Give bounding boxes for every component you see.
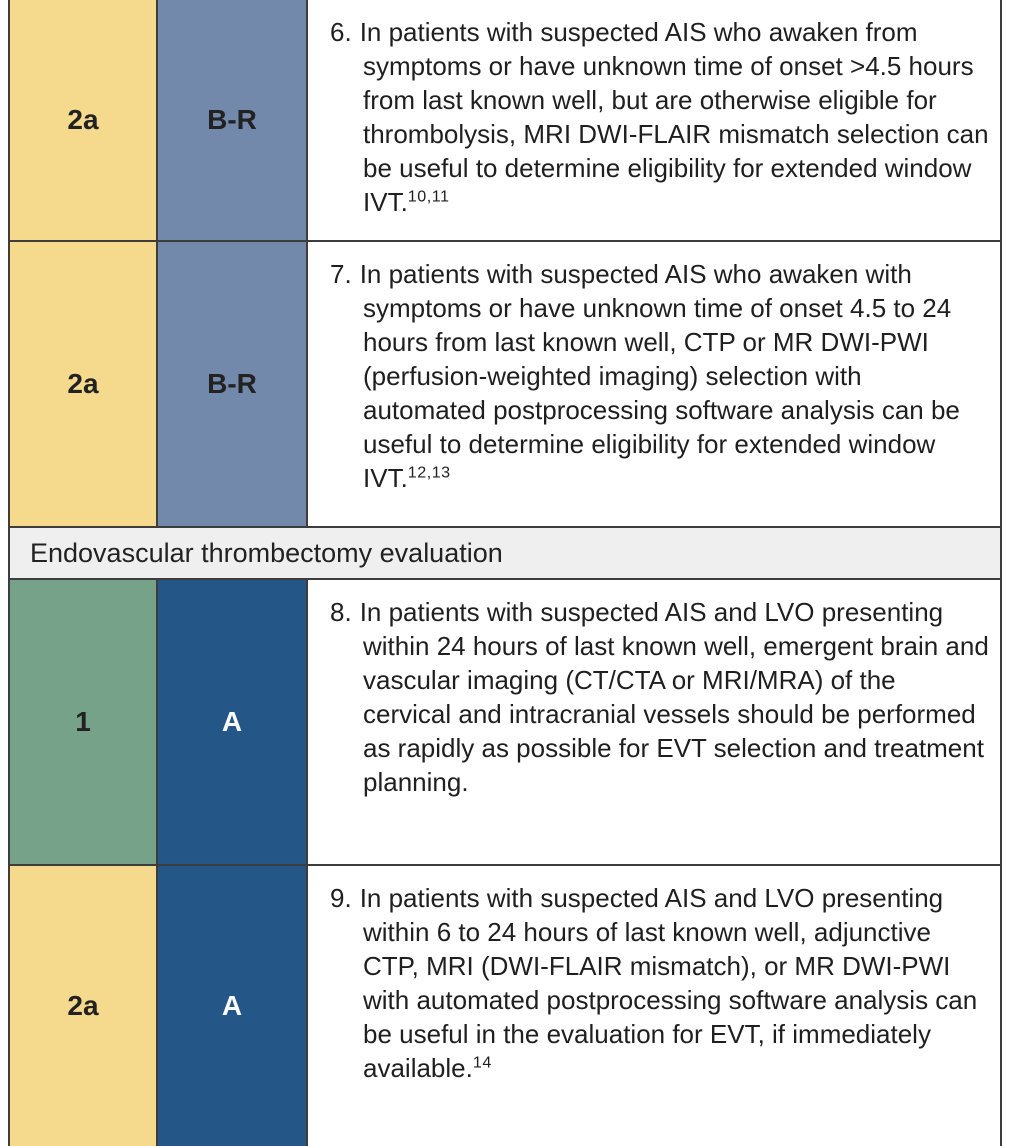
recommendation-text-cell (308, 580, 1000, 864)
recommendation-text-cell (308, 866, 1000, 1146)
recommendation-row-9 (10, 866, 1000, 1146)
recommendation-text (330, 15, 990, 219)
loe-badge: B-R (158, 242, 308, 526)
recommendation-body: In patients with suspected AIS and LVO presenting within 6 to 24 hours of last known well, adjunctive CTP, MRI (DWI-FLAIR mismatch), or MR DWI-PWI with automated postprocessing software analysis can be useful in the evaluation for EVT, if immediately available. (359, 883, 978, 1083)
section-header: Endovascular thrombectomy evaluation (10, 528, 1000, 578)
loe-badge: B-R (158, 0, 308, 240)
recommendation-text (330, 257, 990, 495)
recommendation-body: In patients with suspected AIS who awaken with symptoms or have unknown time of onset 4.5 to 24 hours from last known well, CTP or MR DWI-PWI (perfusion-weighted imaging) selection with automated postprocessing software analysis can be useful to determine eligibility for extended window IVT. (359, 259, 960, 493)
recommendation-text (330, 595, 990, 799)
recommendation-number: 9. (330, 883, 352, 913)
recommendation-text-cell (308, 0, 1000, 240)
recommendation-text (330, 881, 990, 1085)
recommendation-row-6 (10, 0, 1000, 242)
recommendation-body: In patients with suspected AIS who awaken from symptoms or have unknown time of onset >4.5 hours from last known well, but are otherwise eligible for thrombolysis, MRI DWI-FLAIR mismatch selection can be useful to determine eligibility for extended window IVT. (359, 17, 989, 217)
cor-badge: 2a (10, 242, 158, 526)
recommendation-number: 8. (330, 597, 352, 627)
recommendations-table (8, 0, 1002, 1146)
reference-superscript: 12,13 (407, 463, 451, 482)
cor-badge: 2a (10, 0, 158, 240)
cor-badge: 2a (10, 866, 158, 1146)
recommendation-row-7 (10, 242, 1000, 528)
reference-superscript: 10,11 (407, 187, 450, 206)
recommendation-number: 6. (330, 17, 352, 47)
reference-superscript: 14 (472, 1053, 492, 1072)
recommendation-row-8 (10, 580, 1000, 866)
recommendation-number: 7. (330, 259, 352, 289)
loe-badge: A (158, 580, 308, 864)
cor-badge: 1 (10, 580, 158, 864)
loe-badge: A (158, 866, 308, 1146)
recommendation-text-cell (308, 242, 1000, 526)
section-header-row (10, 528, 1000, 580)
recommendation-body: In patients with suspected AIS and LVO presenting within 24 hours of last known well, emergent brain and vascular imaging (CT/CTA or MRI/MRA) of the cervical and intracranial vessels should be performed as rapidly as possible for EVT selection and treatment planning. (359, 597, 989, 797)
